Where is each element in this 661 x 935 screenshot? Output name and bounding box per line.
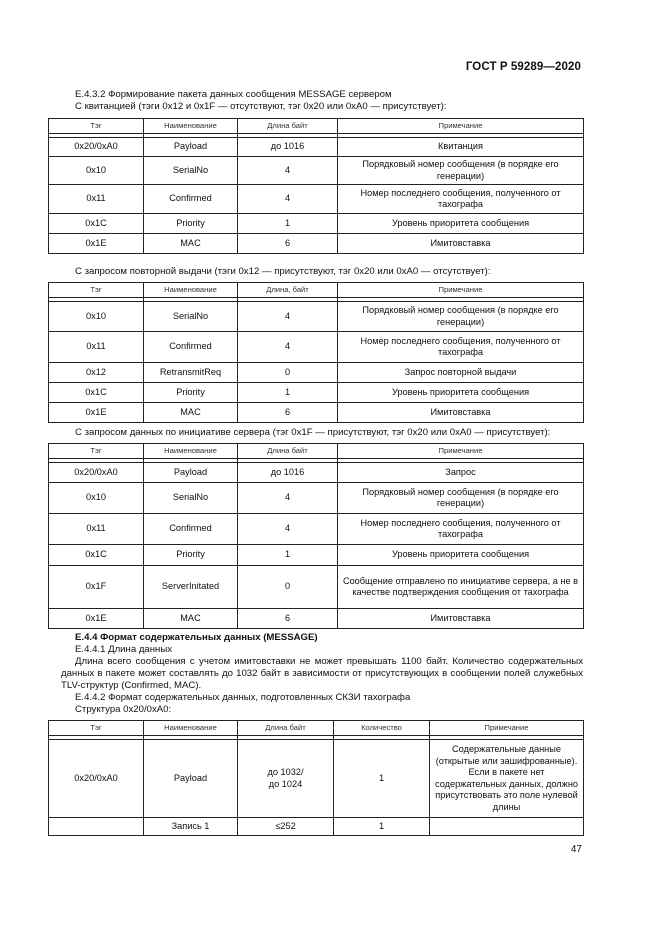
col-length: Длина байт (238, 119, 338, 134)
table2-caption: С запросом повторной выдачи (тэги 0x12 — присутствуют, тэг 0x20 или 0xA0 — отсутствует): (75, 266, 491, 277)
cell-tag: 0x11 (49, 332, 144, 363)
cell-note: Номер последнего сообщения, полученного от тахографа (338, 185, 584, 214)
cell-name: Confirmed (144, 514, 238, 545)
cell-tag: 0x1C (49, 545, 144, 566)
table-row (49, 185, 584, 214)
cell-name: RetransmitReq (144, 363, 238, 383)
cell-name: MAC (144, 609, 238, 629)
cell-note: Уровень приоритета сообщения (338, 545, 584, 566)
length-line-1: до 1032/ (267, 767, 304, 777)
cell-length: 4 (238, 185, 338, 214)
cell-name: SerialNo (144, 302, 238, 332)
table-row (49, 818, 584, 836)
cell-tag: 0x1E (49, 403, 144, 423)
cell-length: 4 (238, 157, 338, 185)
cell-length: 6 (238, 234, 338, 254)
cell-tag: 0x11 (49, 185, 144, 214)
table-row (49, 332, 584, 363)
cell-name: Priority (144, 383, 238, 403)
cell-note: Уровень приоритета сообщения (338, 214, 584, 234)
col-name: Наименование (144, 283, 238, 298)
cell-tag: 0x20/0xA0 (49, 463, 144, 483)
cell-tag: 0x1E (49, 609, 144, 629)
cell-note: Номер последнего сообщения, полученного от тахографа (338, 514, 584, 545)
col-note: Примечание (338, 444, 584, 459)
cell-quantity: 1 (334, 740, 430, 818)
table3-caption: С запросом данных по инициативе сервера (тэг 0x1F — присутствуют, тэг 0x20 или 0xA0 — присутствует): (75, 427, 551, 438)
page-number: 47 (570, 844, 582, 855)
cell-tag: 0x20/0xA0 (49, 740, 144, 818)
col-note: Примечание (338, 119, 584, 134)
cell-name: SerialNo (144, 157, 238, 185)
table-receipt (48, 118, 584, 254)
cell-note: Запрос повторной выдачи (338, 363, 584, 383)
cell-name: Payload (144, 740, 238, 818)
col-tag: Тэг (49, 119, 144, 134)
cell-name: MAC (144, 234, 238, 254)
cell-length: 4 (238, 514, 338, 545)
col-tag: Тэг (49, 283, 144, 298)
col-name: Наименование (144, 721, 238, 736)
cell-note: Номер последнего сообщения, полученного от тахографа (338, 332, 584, 363)
table-row (49, 157, 584, 185)
cell-tag: 0x10 (49, 302, 144, 332)
cell-note (430, 818, 584, 836)
cell-tag: 0x1E (49, 234, 144, 254)
cell-quantity: 1 (334, 818, 430, 836)
cell-name: Priority (144, 214, 238, 234)
col-length: Длина байт (238, 721, 334, 736)
cell-name: Confirmed (144, 185, 238, 214)
table-row (49, 566, 584, 609)
cell-tag: 0x12 (49, 363, 144, 383)
table-server-request (48, 443, 584, 629)
cell-name: Priority (144, 545, 238, 566)
cell-tag: 0x20/0xA0 (49, 138, 144, 157)
cell-length: 4 (238, 302, 338, 332)
cell-length: 6 (238, 609, 338, 629)
cell-note: Квитанция (338, 138, 584, 157)
table-row (49, 138, 584, 157)
cell-name: ServerInitated (144, 566, 238, 609)
cell-tag: 0x1C (49, 214, 144, 234)
table-row (49, 740, 584, 818)
table-structure (48, 720, 584, 836)
col-quantity: Количество (334, 721, 430, 736)
cell-name: Payload (144, 463, 238, 483)
standard-number: ГОСТ Р 59289—2020 (465, 61, 581, 73)
cell-name: Confirmed (144, 332, 238, 363)
col-length: Длина байт (238, 444, 338, 459)
cell-tag (49, 818, 144, 836)
cell-name: MAC (144, 403, 238, 423)
cell-note: Порядковый номер сообщения (в порядке его генерации) (338, 302, 584, 332)
cell-tag: 0x10 (49, 483, 144, 514)
table-row (49, 302, 584, 332)
table-row (49, 214, 584, 234)
cell-note: Имитовставка (338, 234, 584, 254)
cell-tag: 0x1F (49, 566, 144, 609)
table-row (49, 609, 584, 629)
cell-note: Запрос (338, 463, 584, 483)
cell-length: 0 (238, 363, 338, 383)
subsection-e441: Е.4.4.1 Длина данных (75, 644, 173, 655)
cell-note: Сообщение отправлено по инициативе сервера, а не в качестве подтверждения сообщения от тахографа (338, 566, 584, 609)
cell-note: Уровень приоритета сообщения (338, 383, 584, 403)
cell-note: Порядковый номер сообщения (в порядке его генерации) (338, 483, 584, 514)
table-row (49, 234, 584, 254)
cell-note: Содержательные данные (открытые или зашифрованные). Если в пакете нет содержательных данных, должно присутствовать это поле нулевой длины (430, 740, 584, 818)
col-note: Примечание (338, 283, 584, 298)
table-retransmit (48, 282, 584, 423)
cell-length: до 1016 (238, 138, 338, 157)
table-row (49, 545, 584, 566)
cell-note: Порядковый номер сообщения (в порядке его генерации) (338, 157, 584, 185)
table-row (49, 383, 584, 403)
section-heading-e432: Е.4.3.2 Формирование пакета данных сообщения MESSAGE сервером (75, 89, 392, 100)
cell-tag: 0x10 (49, 157, 144, 185)
cell-note: Имитовставка (338, 403, 584, 423)
cell-name: Запись 1 (144, 818, 238, 836)
col-tag: Тэг (49, 721, 144, 736)
col-tag: Тэг (49, 444, 144, 459)
cell-tag: 0x1C (49, 383, 144, 403)
cell-length: 4 (238, 483, 338, 514)
structure-caption: Структура 0x20/0xA0: (75, 704, 172, 715)
col-note: Примечание (430, 721, 584, 736)
table1-caption: С квитанцией (тэги 0x12 и 0x1F — отсутствуют, тэг 0x20 или 0xA0 — присутствует): (75, 101, 447, 112)
cell-length: ≤252 (238, 818, 334, 836)
cell-tag: 0x11 (49, 514, 144, 545)
table-row (49, 483, 584, 514)
cell-name: Payload (144, 138, 238, 157)
col-name: Наименование (144, 119, 238, 134)
col-length: Длина, байт (238, 283, 338, 298)
table-row (49, 403, 584, 423)
col-name: Наименование (144, 444, 238, 459)
length-paragraph: Длина всего сообщения с учетом имитовставки не может превышать 1100 байт. Количество содержательных данных в пакете может составлять до 1032 байт в зависимости от присутствующих в сообщении полей служебных TLV-структур (Confirmed, MAC). (61, 656, 583, 691)
cell-length: 6 (238, 403, 338, 423)
cell-length: 4 (238, 332, 338, 363)
cell-length: 0 (238, 566, 338, 609)
subsection-e442: Е.4.4.2 Формат содержательных данных, подготовленных СКЗИ тахографа (75, 692, 411, 703)
table-row (49, 514, 584, 545)
cell-name: SerialNo (144, 483, 238, 514)
cell-length: 1 (238, 214, 338, 234)
table-row (49, 463, 584, 483)
table-row (49, 363, 584, 383)
section-heading-e44: Е.4.4 Формат содержательных данных (MESSAGE) (75, 632, 318, 643)
cell-length (238, 740, 334, 818)
cell-note: Имитовставка (338, 609, 584, 629)
cell-length: 1 (238, 383, 338, 403)
cell-length: до 1016 (238, 463, 338, 483)
cell-length: 1 (238, 545, 338, 566)
length-line-2: до 1024 (268, 778, 303, 789)
